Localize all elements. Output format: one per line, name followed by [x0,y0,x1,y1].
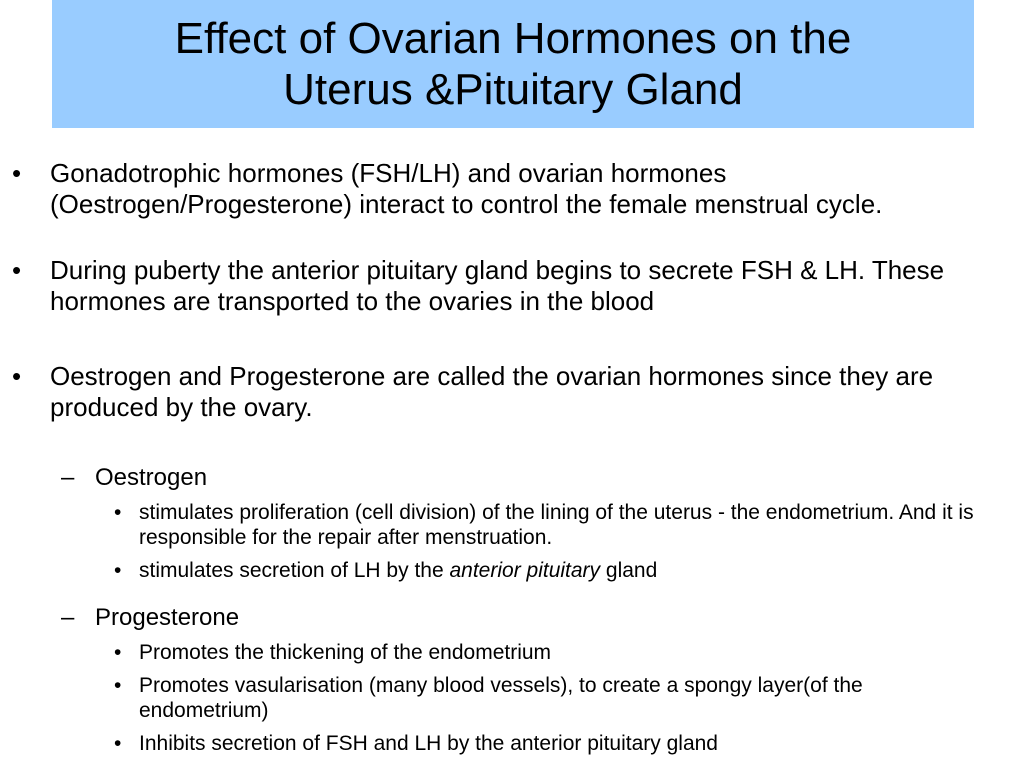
bullet-text: Gonadotrophic hormones (FSH/LH) and ovarian hormones (Oestrogen/Progesterone) interact to control the female menstrual cycle. [50,158,883,219]
slide-title: Effect of Ovarian Hormones on the Uterus &Pituitary Gland [174,14,852,114]
point-text: Inhibits secretion of FSH and LH by the anterior pituitary gland [139,732,718,755]
progesterone-point-thickening [114,640,989,665]
point-text-end: gland [600,559,658,582]
oestrogen-point-lh [114,558,989,583]
bullet-text: During puberty the anterior pituitary gland begins to secrete FSH & LH. These hormones are transported to the ovaries in the blood [50,255,945,316]
bullet-text: Oestrogen and Progesterone are called the ovarian hormones since they are produced by the ovary. [50,361,934,422]
dash-marker: – [61,464,75,491]
bullet-ovarian-hormones [12,361,1005,423]
bullet-marker: • [114,501,122,524]
bullet-marker: • [12,255,22,285]
dash-marker: – [61,604,75,631]
subheading-progesterone [61,604,975,632]
bullet-marker: • [114,641,122,664]
bullet-marker: • [114,732,122,755]
bullet-marker: • [12,361,22,391]
subheading-text: Progesterone [95,604,240,631]
progesterone-point-inhibits [114,731,989,756]
oestrogen-point-proliferation [114,500,989,550]
point-text-emphasis: anterior pituitary [449,559,601,582]
bullet-marker: • [114,674,122,697]
point-text: stimulates proliferation (cell division) of the lining of the uterus - the endometrium. And it is responsible for the repair after menstruation. [139,501,974,549]
bullet-puberty [12,255,1005,317]
point-text-start: stimulates secretion of LH by the [139,559,450,582]
progesterone-point-vascularisation [114,673,989,723]
point-text: Promotes vasularisation (many blood vessels), to create a spongy layer(of the endometrium) [139,674,863,722]
subheading-text: Oestrogen [95,464,208,491]
bullet-marker: • [12,158,22,188]
bullet-gonadotrophic [12,158,1005,220]
subheading-oestrogen [61,464,975,492]
bullet-marker: • [114,559,122,582]
point-text: Promotes the thickening of the endometrium [139,641,552,664]
